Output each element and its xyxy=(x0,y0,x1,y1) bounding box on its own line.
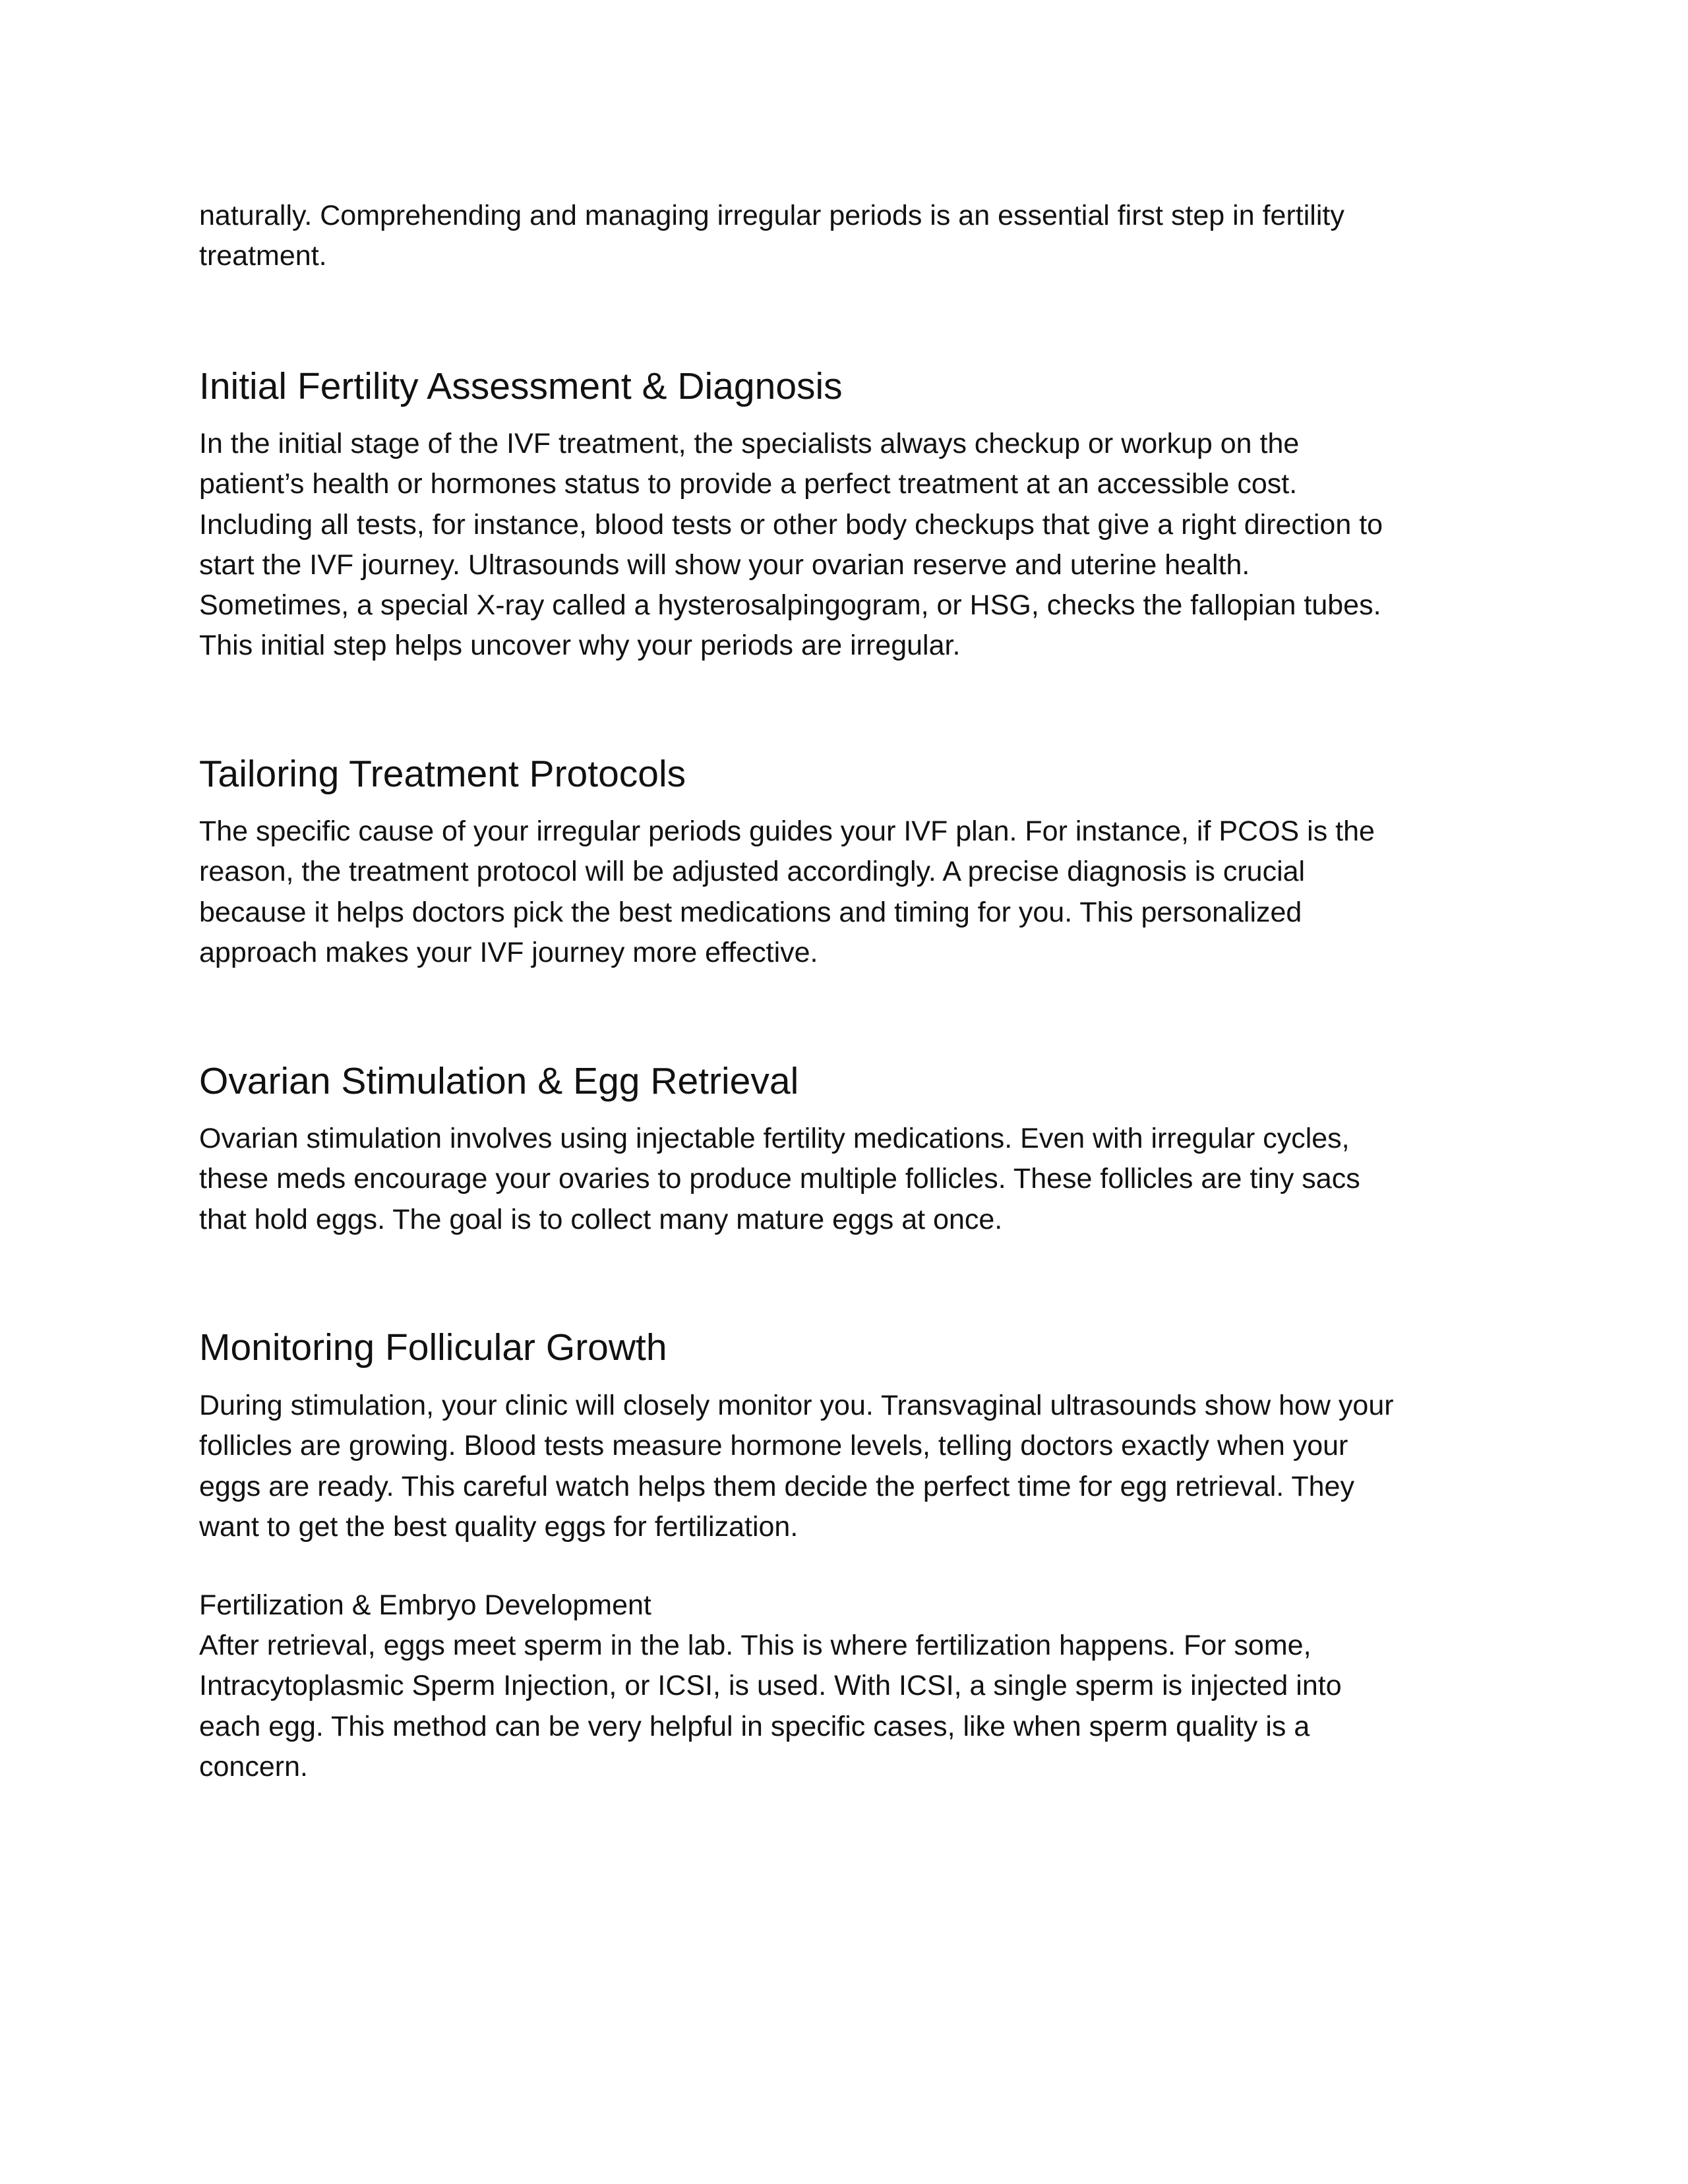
section-paragraph xyxy=(199,1626,1342,1787)
text-line: because it helps doctors pick the best medications and timing for you. This personalized xyxy=(199,896,1302,928)
text-line: each egg. This method can be very helpful in specific cases, like when sperm quality is a xyxy=(199,1710,1310,1742)
section-paragraph xyxy=(199,1119,1360,1240)
text-line: The specific cause of your irregular periods guides your IVF plan. For instance, if PCOS is the xyxy=(199,815,1375,847)
text-line: This initial step helps uncover why your periods are irregular. xyxy=(199,630,961,662)
intro-paragraph xyxy=(199,196,1344,277)
text-line: Including all tests, for instance, blood tests or other body checkups that give a right direction to xyxy=(199,508,1383,541)
section-heading: Initial Fertility Assessment & Diagnosis xyxy=(199,365,843,407)
text-line: naturally. Comprehending and managing irregular periods is an essential first step in fertility xyxy=(199,200,1344,231)
section-heading: Monitoring Follicular Growth xyxy=(199,1326,667,1369)
text-line: Ovarian stimulation involves using injectable fertility medications. Even with irregular cycles, xyxy=(199,1123,1350,1154)
text-line: Sometimes, a special X-ray called a hysterosalpingogram, or HSG, checks the fallopian tubes. xyxy=(199,589,1381,622)
text-line: treatment. xyxy=(199,240,327,272)
text-line: After retrieval, eggs meet sperm in the lab. This is where fertilization happens. For some, xyxy=(199,1630,1311,1661)
text-line: approach makes your IVF journey more effective. xyxy=(199,936,818,968)
text-line: concern. xyxy=(199,1750,308,1783)
subsection-heading: Fertilization & Embryo Development xyxy=(199,1589,651,1621)
text-line: that hold eggs. The goal is to collect many mature eggs at once. xyxy=(199,1203,1003,1235)
text-line: During stimulation, your clinic will closely monitor you. Transvaginal ultrasounds show how your xyxy=(199,1390,1394,1421)
text-line: follicles are growing. Blood tests measure hormone levels, telling doctors exactly when your xyxy=(199,1430,1348,1462)
text-line: Intracytoplasmic Sperm Injection, or ICSI, is used. With ICSI, a single sperm is injected into xyxy=(199,1670,1342,1702)
text-line: reason, the treatment protocol will be adjusted accordingly. A precise diagnosis is crucial xyxy=(199,856,1306,888)
text-line: eggs are ready. This careful watch helps them decide the perfect time for egg retrieval. They xyxy=(199,1470,1354,1502)
section-heading: Tailoring Treatment Protocols xyxy=(199,753,686,795)
section-paragraph xyxy=(199,1386,1394,1547)
text-line: want to get the best quality eggs for fertilization. xyxy=(199,1510,799,1543)
text-line: these meds encourage your ovaries to produce multiple follicles. These follicles are tiny sacs xyxy=(199,1163,1360,1195)
text-line: patient’s health or hormones status to provide a perfect treatment at an accessible cost. xyxy=(199,468,1298,500)
section-paragraph xyxy=(199,812,1375,973)
text-line: In the initial stage of the IVF treatment, the specialists always checkup or workup on the xyxy=(199,428,1300,459)
section-paragraph xyxy=(199,424,1383,666)
text-line: start the IVF journey. Ultrasounds will show your ovarian reserve and uterine health. xyxy=(199,548,1250,581)
section-heading: Ovarian Stimulation & Egg Retrieval xyxy=(199,1060,799,1102)
